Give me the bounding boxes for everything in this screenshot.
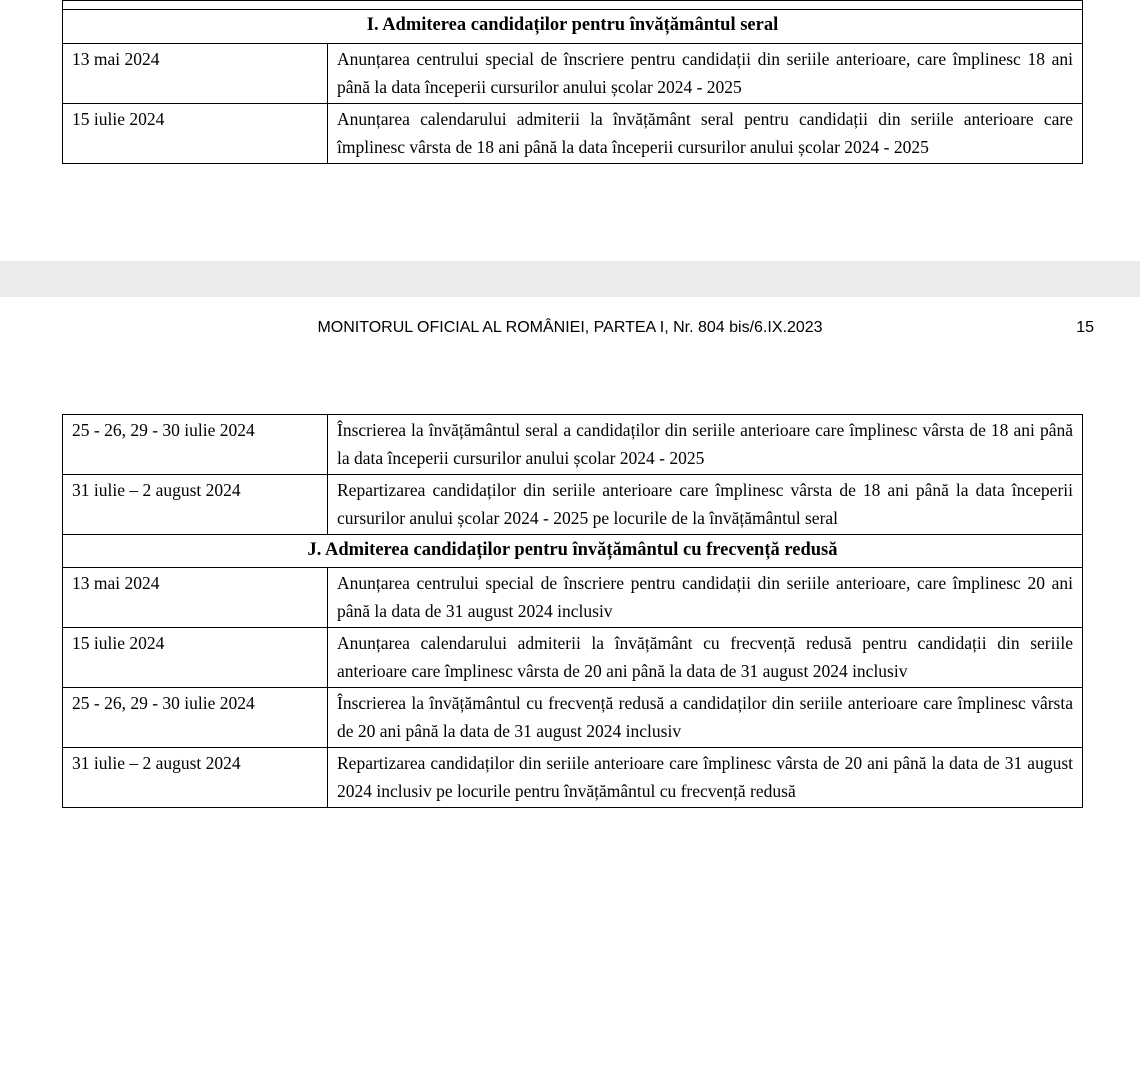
row-date: 15 iulie 2024 [63, 103, 328, 163]
row-date: 25 - 26, 29 - 30 iulie 2024 [63, 688, 328, 748]
row-description: Repartizarea candidaților din seriile anterioare care împlinesc vârsta de 18 ani până la data începerii cursurilor anului școlar 2024 - 2025 pe locurile de la învățământul seral [328, 474, 1083, 534]
row-date: 13 mai 2024 [63, 568, 328, 628]
table-row [63, 748, 1083, 808]
table-row [63, 103, 1083, 163]
bottom-table-wrap [0, 414, 1140, 809]
table-row [63, 688, 1083, 748]
row-date: 25 - 26, 29 - 30 iulie 2024 [63, 414, 328, 474]
page-separator-band [0, 261, 1140, 297]
row-date: 31 iulie – 2 august 2024 [63, 748, 328, 808]
section-i-title: I. Admiterea candidaților pentru învățământul seral [63, 10, 1083, 44]
section-i-table [62, 0, 1083, 164]
row-description: Anunțarea centrului special de înscriere pentru candidații din seriile anterioare, care împlinesc 20 ani până la data de 31 august 2024 inclusiv [328, 568, 1083, 628]
section-j-header-row [63, 534, 1083, 568]
section-j-table [62, 414, 1083, 809]
table-stub-row [63, 1, 1083, 10]
stub-cell [63, 1, 1083, 10]
table-row [63, 474, 1083, 534]
row-date: 15 iulie 2024 [63, 628, 328, 688]
row-description: Anunțarea centrului special de înscriere pentru candidații din seriile anterioare, care împlinesc 18 ani până la data începerii cursurilor anului școlar 2024 - 2025 [328, 43, 1083, 103]
gazette-header-title: MONITORUL OFICIAL AL ROMÂNIEI, PARTEA I, Nr. 804 bis/6.IX.2023 [317, 318, 823, 336]
table-row [63, 568, 1083, 628]
section-j-title: J. Admiterea candidaților pentru învățământul cu frecvență redusă [63, 534, 1083, 568]
row-description: Anunțarea calendarului admiterii la învățământ seral pentru candidații din seriile anterioare care împlinesc vârsta de 18 ani până la data începerii cursurilor anului școlar 2024 - 2025 [328, 103, 1083, 163]
running-header [0, 319, 1140, 341]
page-number: 15 [1076, 318, 1094, 336]
row-description: Repartizarea candidaților din seriile anterioare care împlinesc vârsta de 20 ani până la data de 31 august 2024 inclusiv pe locurile pentru învățământul cu frecvență redusă [328, 748, 1083, 808]
row-description: Anunțarea calendarului admiterii la învățământ cu frecvență redusă pentru candidații din seriile anterioare care împlinesc vârsta de 20 ani până la data de 31 august 2024 inclusiv [328, 628, 1083, 688]
table-row [63, 414, 1083, 474]
table-row [63, 628, 1083, 688]
row-description: Înscrierea la învățământul seral a candidaților din seriile anterioare care împlinesc vârsta de 18 ani până la data începerii cursurilor anului școlar 2024 - 2025 [328, 414, 1083, 474]
section-i-header-row [63, 10, 1083, 44]
row-date: 13 mai 2024 [63, 43, 328, 103]
row-date: 31 iulie – 2 august 2024 [63, 474, 328, 534]
table-row [63, 43, 1083, 103]
row-description: Înscrierea la învățământul cu frecvență redusă a candidaților din seriile anterioare care împlinesc vârsta de 20 ani până la data de 31 august 2024 inclusiv [328, 688, 1083, 748]
